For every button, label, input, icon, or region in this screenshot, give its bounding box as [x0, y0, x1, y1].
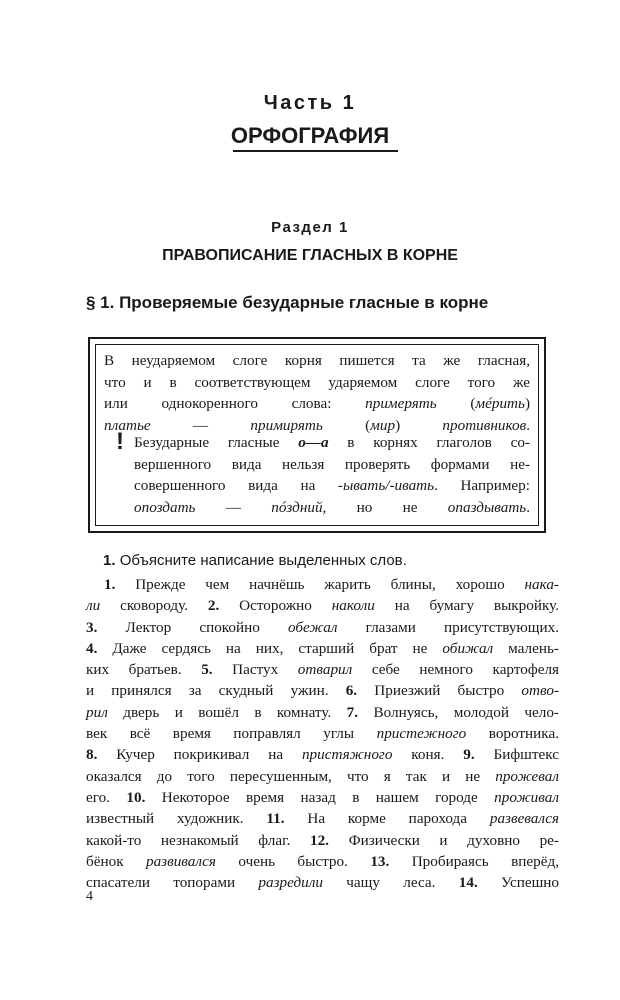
sentence-number: 4. [86, 639, 98, 657]
text-run: Пробираясь вперёд, [389, 852, 559, 870]
text-run: Безударные гласные [134, 434, 299, 451]
sentence-number: 9. [463, 746, 475, 764]
text-run: ) [395, 416, 443, 434]
text-line [86, 638, 559, 659]
text-run: век всё время поправлял углы [86, 725, 377, 743]
title-underline [233, 150, 398, 152]
text-run: Бифштекс [474, 746, 559, 764]
text-run: Приезжий быстро [357, 682, 522, 700]
text-run: Кучер покрикивал на [97, 746, 302, 764]
text-line [134, 497, 530, 519]
text-run: совершенного вида на [134, 477, 338, 494]
highlighted-word: пристяжного [301, 746, 393, 764]
text-run: — [195, 498, 272, 516]
text-run: На корме парохода [284, 810, 490, 828]
text-run: сковороду. [100, 597, 208, 615]
exercise-instruction-text: Объясните написание выделенных слов. [119, 552, 407, 569]
sentence-number: 2. [207, 597, 220, 615]
text-run: В неударяемом слоге корня пишется та же гласная, [104, 352, 530, 369]
section-label: Раздел 1 [271, 219, 349, 236]
text-run: спасатели топорами [86, 874, 259, 892]
highlighted-word: о—а [298, 434, 329, 451]
highlighted-word: опоздать [134, 498, 196, 516]
text-line [86, 808, 559, 829]
text-line [86, 680, 559, 701]
text-run: известный художник. [86, 810, 267, 828]
text-line [134, 432, 530, 454]
text-run: на бумагу выкройку. [374, 597, 560, 615]
text-run: в корнях глаголов со- [328, 434, 530, 451]
text-run: , но не [322, 498, 448, 516]
text-run: Успешно [477, 874, 559, 892]
section-title: ПРАВОПИСАНИЕ ГЛАСНЫХ В КОРНЕ [162, 247, 458, 264]
text-run: Прежде чем начнёшь жарить блины, хорошо [115, 576, 525, 593]
highlighted-word: прожевал [495, 767, 559, 785]
highlighted-word: пóздний [271, 498, 323, 516]
sentence-number: 1. [104, 576, 116, 593]
text-run: вершенного вида нельзя проверять формами не- [134, 455, 530, 473]
highlighted-word: рил [86, 703, 108, 721]
highlighted-word: проживал [494, 788, 559, 806]
sentence-number: 7. [346, 703, 359, 721]
text-run: — [150, 416, 251, 434]
text-line [86, 766, 559, 787]
exercise-number: 1. [103, 552, 116, 569]
text-run: . Например: [434, 477, 530, 494]
sentence-number: 11. [266, 810, 285, 828]
highlighted-word: ли [86, 597, 101, 615]
text-run: ( [436, 395, 476, 412]
text-run: оказался до того пересушенным, что я так и не [86, 767, 496, 785]
highlighted-word: -ывать/-ивать [337, 477, 435, 494]
text-run: ( [322, 416, 371, 434]
text-run: и принялся за скудный ужин. [86, 682, 346, 700]
text-run: дверь и вошёл в комнату. [107, 703, 347, 721]
sentence-number: 10. [126, 788, 146, 806]
exercise-instruction [103, 552, 407, 569]
highlighted-word: примерять [365, 395, 437, 412]
text-run: . [526, 416, 530, 434]
highlighted-word: отварил [297, 661, 353, 679]
text-run: или однокоренного слова: [104, 395, 366, 412]
text-run: ких братьев. [86, 661, 202, 679]
text-run: малень- [493, 639, 559, 657]
sentence-number: 5. [201, 661, 213, 679]
highlighted-word: примирять [250, 416, 323, 434]
highlighted-word: разредили [258, 874, 323, 892]
highlighted-word: платье [104, 416, 151, 434]
text-run: Пастух [212, 661, 298, 679]
text-line [104, 350, 530, 372]
highlighted-word: мéрить [475, 395, 525, 412]
text-line [86, 744, 559, 765]
text-line [86, 702, 559, 723]
text-run: чащу леса. [322, 874, 459, 892]
text-run: . [526, 498, 531, 516]
highlighted-word: пристежного [376, 725, 467, 743]
highlighted-word: развевался [489, 810, 559, 828]
paragraph-title: § 1. Проверяемые безударные гласные в корне [86, 293, 489, 312]
rule-text-upper [104, 350, 530, 436]
text-line [86, 872, 559, 893]
highlighted-word: опаздывать [447, 498, 527, 516]
text-line [86, 723, 559, 744]
sentence-number: 8. [86, 746, 98, 764]
text-line [86, 787, 559, 808]
text-run: какой-то незнакомый флаг. [86, 831, 310, 849]
sentence-number: 3. [86, 618, 98, 636]
sentence-number: 12. [309, 831, 329, 849]
exercise-text [86, 574, 559, 893]
highlighted-word: отво- [521, 682, 559, 700]
text-run: что и в соответствующем ударяемом слоге того же [104, 373, 530, 391]
highlighted-word: обежал [287, 618, 338, 636]
sentence-number: 14. [458, 874, 478, 892]
sentence-number: 13. [370, 852, 390, 870]
text-line [86, 851, 559, 872]
text-run: Волнуясь, молодой чело- [358, 703, 559, 721]
highlighted-word: нака- [524, 576, 559, 593]
sentence-number: 6. [345, 682, 358, 700]
text-line [86, 617, 559, 638]
text-run: Лектор спокойно [97, 618, 288, 636]
part-label: Часть 1 [263, 92, 357, 114]
text-line [86, 659, 559, 680]
highlighted-word: обижал [442, 639, 494, 657]
text-run: ) [524, 395, 530, 412]
text-run: Некоторое время назад в нашем городе [145, 788, 495, 806]
text-line [134, 454, 530, 476]
text-line [104, 393, 530, 415]
exclamation-mark: ! [116, 428, 124, 455]
text-run: Физически и духовно ре- [328, 831, 559, 849]
rule-text-lower [134, 432, 530, 518]
text-line [104, 372, 530, 394]
text-line [86, 830, 559, 851]
highlighted-word: мир [370, 416, 396, 434]
text-run: Осторожно [219, 597, 332, 615]
highlighted-word: противников [442, 416, 527, 434]
text-run: глазами присутствующих. [337, 618, 559, 636]
part-title: ОРФОГРАФИЯ [230, 123, 390, 148]
text-run: воротника. [466, 725, 559, 743]
text-line [134, 475, 530, 497]
text-run: себе немного картофеля [352, 661, 560, 679]
text-run: очень быстро. [215, 852, 371, 870]
text-run: коня. [392, 746, 464, 764]
page-number: 4 [86, 889, 93, 904]
text-line [86, 595, 559, 616]
highlighted-word: развивался [145, 852, 216, 870]
text-run: Даже сердясь на них, старший брат не [97, 639, 443, 657]
text-run: его. [86, 788, 127, 806]
text-line [86, 574, 559, 595]
text-run: бёнок [86, 852, 146, 870]
highlighted-word: наколи [331, 597, 375, 615]
